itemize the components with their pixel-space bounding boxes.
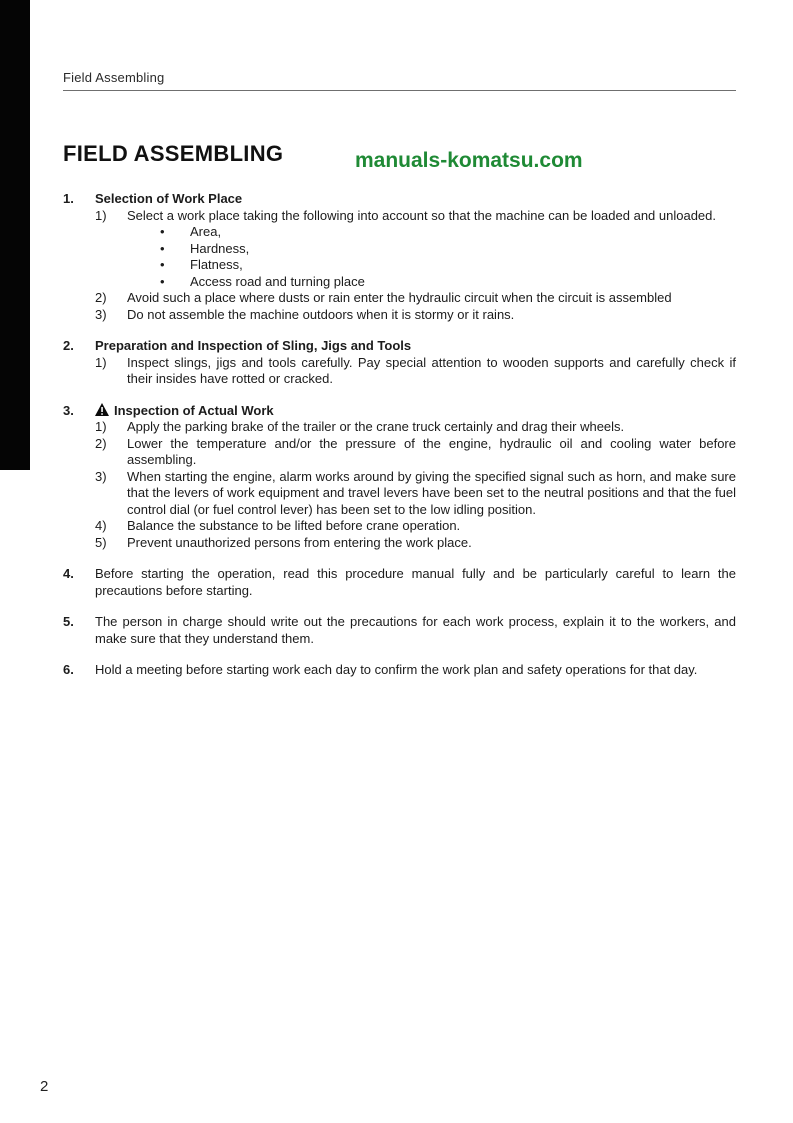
list-item xyxy=(95,355,736,388)
bullet-text: Flatness, xyxy=(190,257,243,272)
section xyxy=(63,191,736,323)
list-item-text: Prevent unauthorized persons from entering the work place. xyxy=(127,534,472,550)
list-item-number: 4) xyxy=(95,518,107,533)
section-heading xyxy=(95,338,736,355)
section-text: The person in charge should write out the precautions for each work process, explain it to the workers, and make sure that they understand them. xyxy=(95,614,736,646)
scan-black-margin-bar xyxy=(0,0,30,470)
section-text: Hold a meeting before starting work each day to confirm the work plan and safety operations for that day. xyxy=(95,662,698,677)
section-number: 5. xyxy=(63,614,74,629)
page-number: 2 xyxy=(40,1078,49,1095)
section xyxy=(63,662,736,679)
list-item-number: 3) xyxy=(95,306,107,322)
list-item-body xyxy=(127,290,736,307)
list-item-body xyxy=(127,518,736,535)
section-heading-text: Selection of Work Place xyxy=(95,191,243,206)
list-item xyxy=(95,469,736,519)
section-heading xyxy=(95,403,736,420)
section-body xyxy=(95,338,736,388)
list-item-body xyxy=(127,436,736,469)
section-body xyxy=(95,662,736,679)
list-item xyxy=(95,307,736,324)
list-item xyxy=(95,290,736,307)
bullet-dot: • xyxy=(160,224,165,239)
bullet-text: Access road and turning place xyxy=(190,273,365,289)
list-item-text: Inspect slings, jigs and tools carefully. Pay special attention to wooden supports and carefully check if their insides have rotted or cracked. xyxy=(127,354,736,386)
title-row xyxy=(63,141,736,172)
list-item-body xyxy=(127,307,736,324)
list-item-number: 1) xyxy=(95,207,107,223)
list-item-number: 2) xyxy=(95,435,107,451)
sections-container xyxy=(63,191,736,679)
list-item-text: Do not assemble the machine outdoors when it is stormy or it rains. xyxy=(127,306,515,322)
warning-triangle-icon xyxy=(95,403,109,416)
list-item-text: When starting the engine, alarm works around by giving the specified signal such as horn, and make sure that the levers of work equipment and travel levers have been set to the neutral positions and that the fuel control dial (or fuel control lever) has been set to the low idling position. xyxy=(127,468,736,517)
list-item-text: Apply the parking brake of the trailer or the crane truck certainly and drag their wheels. xyxy=(127,419,625,434)
list-item-text: Lower the temperature and/or the pressure of the engine, hydraulic oil and cooling water before assembling. xyxy=(127,435,736,467)
list-item-text: Avoid such a place where dusts or rain enter the hydraulic circuit when the circuit is assembled xyxy=(127,290,672,305)
section-heading-text: Preparation and Inspection of Sling, Jigs and Tools xyxy=(95,338,412,353)
section-heading-text: Inspection of Actual Work xyxy=(114,402,274,418)
page-content xyxy=(63,0,736,694)
section-text: Before starting the operation, read this procedure manual fully and be particularly careful to learn the precautions before starting. xyxy=(95,566,736,598)
list-item xyxy=(95,535,736,552)
bullet-text: Hardness, xyxy=(190,240,250,256)
bullet-item xyxy=(127,257,736,274)
section xyxy=(63,403,736,552)
section-number: 4. xyxy=(63,566,74,581)
running-header: Field Assembling xyxy=(63,70,165,85)
bullet-dot: • xyxy=(160,240,165,256)
section xyxy=(63,614,736,647)
list-item xyxy=(95,518,736,535)
section-number: 3. xyxy=(63,402,74,418)
list-item xyxy=(95,436,736,469)
section-body xyxy=(95,614,736,647)
list-item-body xyxy=(127,355,736,388)
list-item xyxy=(95,419,736,436)
section-body xyxy=(95,566,736,599)
list-item-text: Select a work place taking the following into account so that the machine can be loaded and unloaded. xyxy=(127,207,717,223)
section-body xyxy=(95,403,736,552)
list-item-body xyxy=(127,535,736,552)
section-heading xyxy=(95,191,736,208)
list-item-body xyxy=(127,469,736,519)
section-body xyxy=(95,191,736,323)
bullet-item xyxy=(127,241,736,258)
section-number: 6. xyxy=(63,662,74,677)
list-item-number: 1) xyxy=(95,354,107,370)
list-item-text: Balance the substance to be lifted before crane operation. xyxy=(127,518,461,533)
section xyxy=(63,566,736,599)
list-item xyxy=(95,208,736,291)
bullet-item xyxy=(127,274,736,291)
list-item-body xyxy=(127,208,736,291)
section xyxy=(63,338,736,388)
list-item-number: 2) xyxy=(95,290,107,305)
bullet-item xyxy=(127,224,736,241)
header-rule xyxy=(63,90,736,91)
bullet-dot: • xyxy=(160,273,165,289)
list-item-number: 5) xyxy=(95,534,107,550)
bullet-dot: • xyxy=(160,257,165,272)
list-item-body xyxy=(127,419,736,436)
list-item-number: 3) xyxy=(95,468,107,484)
watermark: manuals-komatsu.com xyxy=(355,149,583,172)
list-item-number: 1) xyxy=(95,419,107,434)
section-number: 2. xyxy=(63,338,74,353)
page-title: FIELD ASSEMBLING xyxy=(63,141,284,166)
bullet-text: Area, xyxy=(190,224,222,239)
section-number: 1. xyxy=(63,191,74,206)
